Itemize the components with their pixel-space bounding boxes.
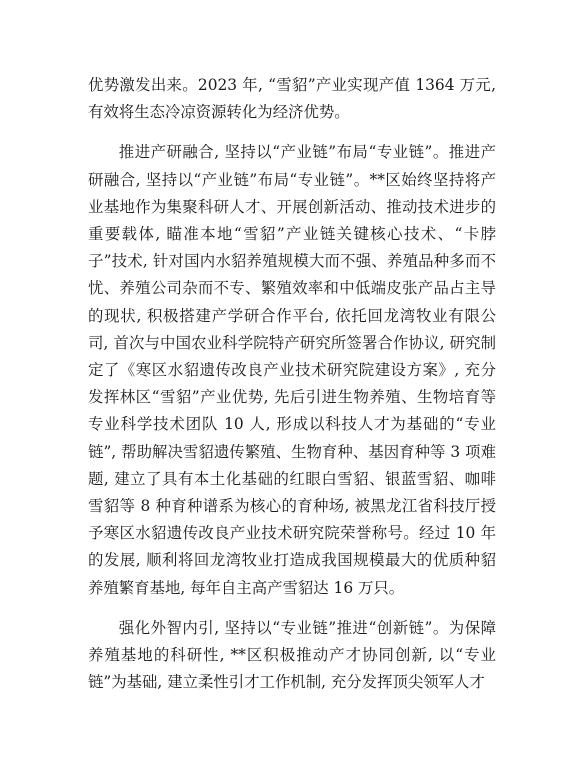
paragraph-1: 优势激发出来。2023 年, “雪貂”产业实现产值 1364 万元, 有效将生态冷凉资源转化为经济优势。	[88, 76, 496, 122]
document-body	[88, 72, 496, 696]
paragraph-2: 推进产研融合, 坚持以“产业链”布局“专业链”。推进产研融合, 坚持以“产业链”布局“专业链”。**区始终坚持将产业基地作为集聚科研人才、开展创新活动、推动技术进步的重要载体, 瞄准本地“雪貂”产业链关键核心技术、“卡脖子”技术, 针对国内水貂养殖规模大而不强、养殖品种多而不忧、养殖公司杂而不专、繁殖效率和中低端皮张产品占主导的现状, 积极搭建产学研合作平台, 依托回龙湾牧业有限公司, 首次与中国农业科学院特产研究所签署合作协议, 研究制定了《寒区水貂遗传改良产业技术研究院建设方案》, 充分发挥林区“雪貂”产业优势, 先后引进生物养殖、生物培育等专业科学技术团队 10 人, 形成以科技人才为基础的“专业链”, 帮助解决雪貂遗传繁殖、生物育种、基因育种等 3 项难题, 建立了具有本土化基础的红眼白雪貂、银蓝雪貂、咖啡雪貂等 8 种育种谱系为核心的育种场, 被黑龙江省科技厅授予寒区水貂遗传改良产业技术研究院荣誉称号。经过 10 年的发展, 顺利将回龙湾牧业打造成我国规模最大的优质种貂养殖繁育基地, 每年自主高产雪貂达 16 万只。	[88, 143, 496, 597]
paragraph-3: 强化外智内引, 坚持以“专业链”推进“创新链”。为保障养殖基地的科研性, **区积极推动产才协同创新, 以“专业链”为基础, 建立柔性引才工作机制, 充分发挥顶尖领军人才	[88, 618, 496, 692]
